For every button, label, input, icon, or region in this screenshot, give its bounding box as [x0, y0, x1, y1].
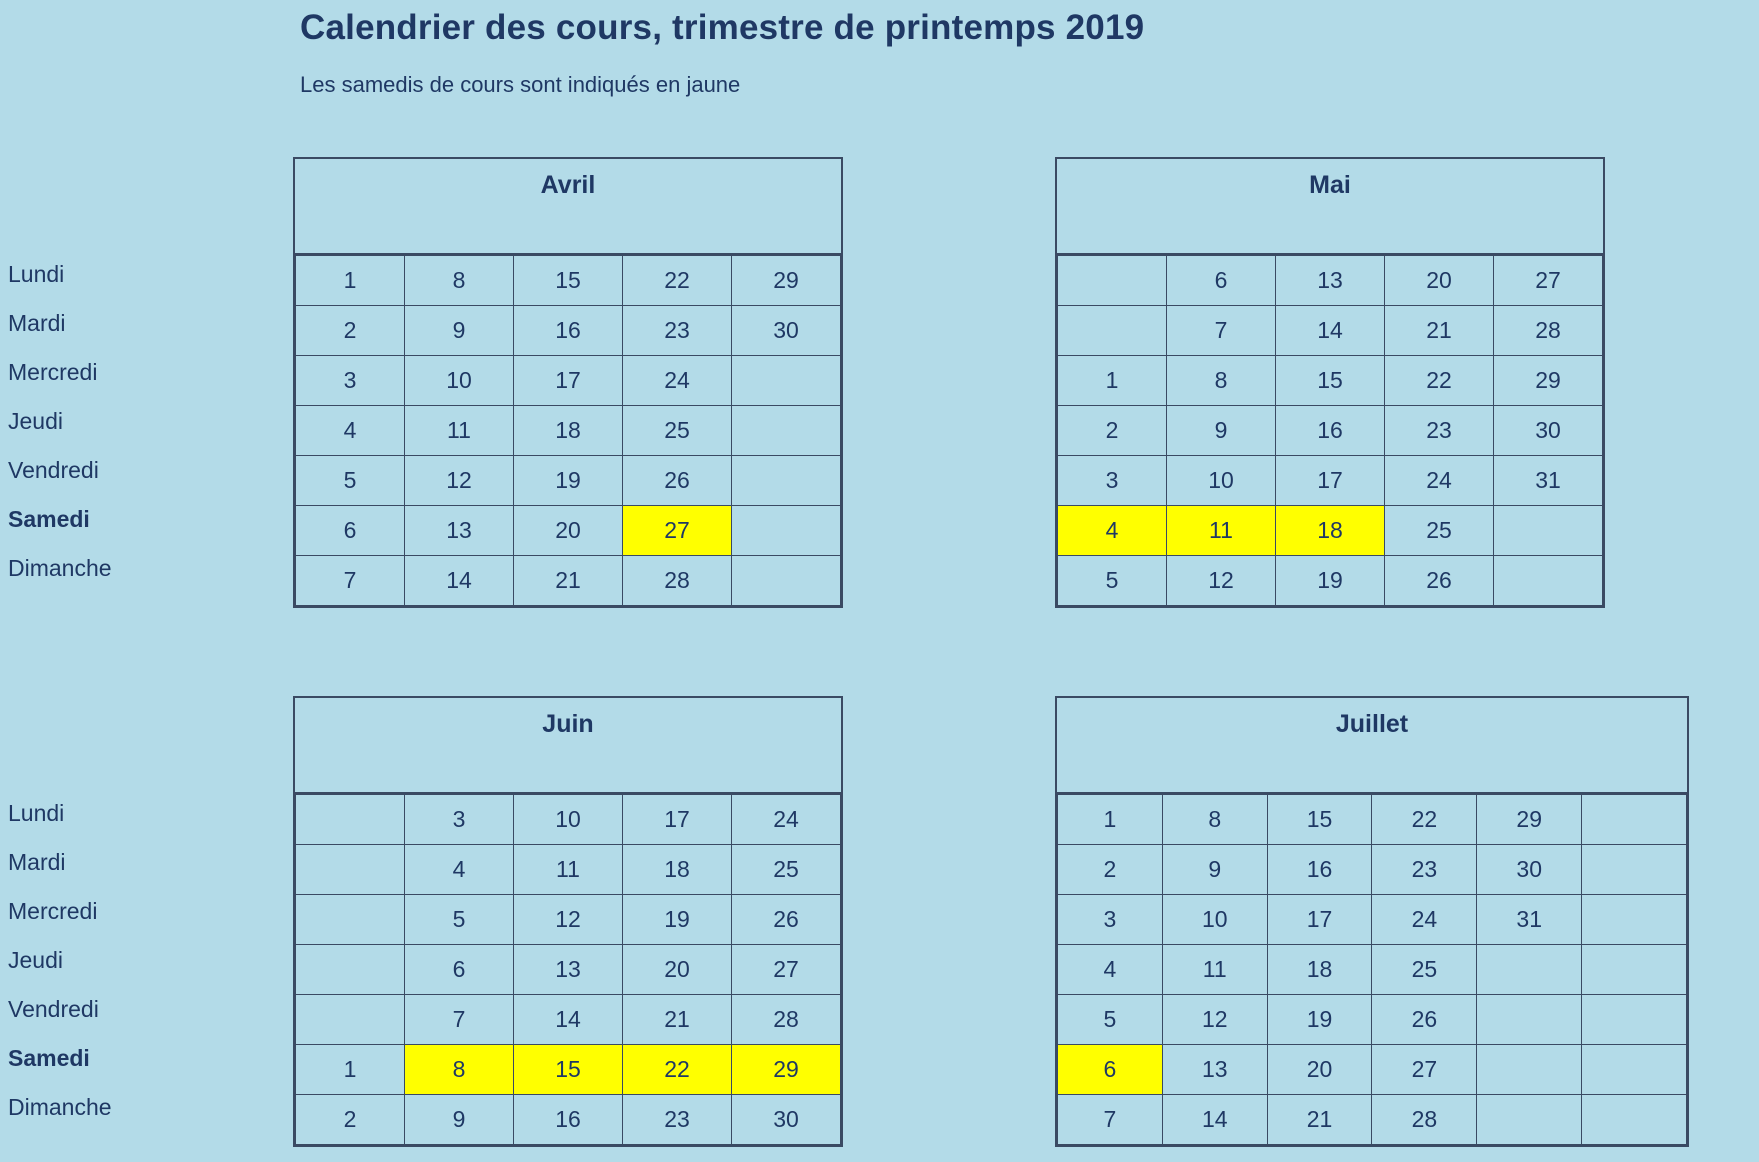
date-cell[interactable]: 30	[1477, 845, 1582, 895]
date-cell[interactable]: 6	[1167, 256, 1276, 306]
date-cell[interactable]: 23	[623, 1095, 732, 1145]
empty-cell	[296, 845, 405, 895]
date-cell[interactable]: 23	[623, 306, 732, 356]
date-cell[interactable]: 3	[1058, 456, 1167, 506]
date-cell[interactable]: 29	[1477, 795, 1582, 845]
date-cell[interactable]: 5	[1058, 995, 1163, 1045]
empty-cell	[296, 945, 405, 995]
date-cell[interactable]: 14	[514, 995, 623, 1045]
date-cell[interactable]: 9	[405, 306, 514, 356]
date-cell[interactable]: 27	[732, 945, 841, 995]
date-cell[interactable]: 29	[732, 256, 841, 306]
empty-cell	[1582, 995, 1687, 1045]
day-label-samedi: Samedi	[8, 1045, 90, 1071]
date-cell[interactable]: 4	[405, 845, 514, 895]
table-row	[1058, 895, 1687, 945]
table-row	[296, 406, 841, 456]
date-cell[interactable]: 13	[514, 945, 623, 995]
date-cell[interactable]: 16	[1267, 845, 1372, 895]
empty-cell	[732, 456, 841, 506]
table-row	[1058, 1045, 1687, 1095]
table-row	[1058, 945, 1687, 995]
date-cell[interactable]: 10	[405, 356, 514, 406]
date-cell[interactable]: 21	[1267, 1095, 1372, 1145]
date-cell[interactable]: 12	[514, 895, 623, 945]
empty-cell	[1058, 256, 1167, 306]
table-row	[1058, 356, 1603, 406]
date-cell[interactable]: 27	[1494, 256, 1603, 306]
table-row	[296, 306, 841, 356]
date-cell[interactable]: 17	[514, 356, 623, 406]
table-row	[1058, 256, 1603, 306]
month-name: Juillet	[1335, 710, 1409, 738]
date-cell[interactable]: 2	[296, 1095, 405, 1145]
month-header	[295, 159, 841, 255]
date-cell[interactable]: 4	[1058, 506, 1167, 556]
table-row	[296, 895, 841, 945]
table-row	[296, 795, 841, 845]
date-cell[interactable]: 10	[514, 795, 623, 845]
month-mai	[1055, 157, 1605, 608]
date-cell[interactable]: 24	[732, 795, 841, 845]
date-cell[interactable]: 13	[1162, 1045, 1267, 1095]
date-cell[interactable]: 15	[514, 256, 623, 306]
day-label-dimanche: Dimanche	[8, 555, 112, 581]
date-cell[interactable]: 15	[1267, 795, 1372, 845]
date-cell[interactable]: 5	[1058, 556, 1167, 606]
date-cell[interactable]: 3	[296, 356, 405, 406]
date-cell[interactable]: 18	[1267, 945, 1372, 995]
date-cell[interactable]: 18	[1276, 506, 1385, 556]
date-cell[interactable]: 29	[732, 1045, 841, 1095]
table-row	[1058, 306, 1603, 356]
date-cell[interactable]: 9	[1162, 845, 1267, 895]
date-cell[interactable]: 4	[1058, 945, 1163, 995]
date-cell[interactable]: 19	[1267, 995, 1372, 1045]
date-cell[interactable]: 16	[1276, 406, 1385, 456]
date-cell[interactable]: 21	[1385, 306, 1494, 356]
day-label-lundi: Lundi	[8, 800, 65, 826]
table-row	[1058, 845, 1687, 895]
date-cell[interactable]: 15	[1276, 356, 1385, 406]
date-cell[interactable]: 7	[1058, 1095, 1163, 1145]
date-cell[interactable]: 25	[732, 845, 841, 895]
date-cell[interactable]: 11	[405, 406, 514, 456]
date-cell[interactable]: 11	[514, 845, 623, 895]
table-row	[1058, 406, 1603, 456]
empty-cell	[732, 356, 841, 406]
date-cell[interactable]: 30	[732, 306, 841, 356]
date-cell[interactable]: 25	[1372, 945, 1477, 995]
date-cell[interactable]: 30	[732, 1095, 841, 1145]
date-cell[interactable]: 21	[623, 995, 732, 1045]
month-name: Mai	[1309, 171, 1351, 199]
date-cell[interactable]: 12	[1162, 995, 1267, 1045]
date-cell[interactable]: 17	[1267, 895, 1372, 945]
date-cell[interactable]: 30	[1494, 406, 1603, 456]
date-cell[interactable]: 1	[296, 256, 405, 306]
empty-cell	[732, 556, 841, 606]
empty-cell	[1582, 895, 1687, 945]
date-cell[interactable]: 20	[1267, 1045, 1372, 1095]
date-cell[interactable]: 24	[1385, 456, 1494, 506]
date-cell[interactable]: 23	[1385, 406, 1494, 456]
table-row	[296, 506, 841, 556]
date-cell[interactable]: 14	[1276, 306, 1385, 356]
date-cell[interactable]: 25	[1385, 506, 1494, 556]
month-name: Juin	[542, 710, 594, 738]
month-juin	[293, 696, 843, 1147]
month-header	[295, 698, 841, 794]
date-cell[interactable]: 20	[623, 945, 732, 995]
date-cell[interactable]: 25	[623, 406, 732, 456]
date-cell[interactable]: 19	[1276, 556, 1385, 606]
empty-cell	[296, 795, 405, 845]
date-cell[interactable]: 26	[732, 895, 841, 945]
date-cell[interactable]: 7	[1167, 306, 1276, 356]
table-row	[296, 995, 841, 1045]
table-row	[1058, 995, 1687, 1045]
empty-cell	[732, 406, 841, 456]
date-cell[interactable]: 8	[1162, 795, 1267, 845]
table-row	[296, 556, 841, 606]
table-row	[296, 1095, 841, 1145]
empty-cell	[1058, 306, 1167, 356]
date-cell[interactable]: 15	[514, 1045, 623, 1095]
date-cell[interactable]: 8	[405, 1045, 514, 1095]
day-label-samedi: Samedi	[8, 506, 90, 532]
date-cell[interactable]: 10	[1162, 895, 1267, 945]
date-cell[interactable]: 11	[1167, 506, 1276, 556]
empty-cell	[296, 995, 405, 1045]
date-cell[interactable]: 23	[1372, 845, 1477, 895]
date-cell[interactable]: 24	[623, 356, 732, 406]
date-cell[interactable]: 28	[732, 995, 841, 1045]
date-cell[interactable]: 22	[623, 256, 732, 306]
date-cell[interactable]: 28	[623, 556, 732, 606]
day-label-lundi: Lundi	[8, 261, 65, 287]
month-juillet	[1055, 696, 1689, 1147]
date-cell[interactable]: 7	[296, 556, 405, 606]
month-grid	[1057, 255, 1603, 606]
day-label-jeudi: Jeudi	[8, 947, 63, 973]
page-subtitle: Les samedis de cours sont indiqués en jaune	[300, 72, 741, 97]
date-cell[interactable]: 10	[1167, 456, 1276, 506]
date-cell[interactable]: 16	[514, 306, 623, 356]
date-cell[interactable]: 12	[405, 456, 514, 506]
date-cell[interactable]: 31	[1494, 456, 1603, 506]
date-cell[interactable]: 5	[405, 895, 514, 945]
day-label-mardi: Mardi	[8, 310, 66, 336]
table-row	[1058, 1095, 1687, 1145]
date-cell[interactable]: 26	[623, 456, 732, 506]
table-row	[296, 845, 841, 895]
date-cell[interactable]: 20	[1385, 256, 1494, 306]
date-cell[interactable]: 2	[1058, 845, 1163, 895]
day-label-mercredi: Mercredi	[8, 898, 98, 924]
date-cell[interactable]: 6	[405, 945, 514, 995]
month-header	[1057, 698, 1687, 794]
table-row	[1058, 506, 1603, 556]
month-name: Avril	[540, 171, 596, 199]
month-grid	[295, 255, 841, 606]
day-label-jeudi: Jeudi	[8, 408, 63, 434]
date-cell[interactable]: 24	[1372, 895, 1477, 945]
table-row	[1058, 795, 1687, 845]
month-avril	[293, 157, 843, 608]
empty-cell	[1477, 945, 1582, 995]
date-cell[interactable]: 28	[1494, 306, 1603, 356]
day-label-vendredi: Vendredi	[8, 457, 99, 483]
date-cell[interactable]: 27	[623, 506, 732, 556]
day-labels-bottom	[8, 789, 278, 1132]
empty-cell	[1494, 506, 1603, 556]
date-cell[interactable]: 2	[1058, 406, 1167, 456]
date-cell[interactable]: 26	[1385, 556, 1494, 606]
date-cell[interactable]: 28	[1372, 1095, 1477, 1145]
date-cell[interactable]: 31	[1477, 895, 1582, 945]
date-cell[interactable]: 5	[296, 456, 405, 506]
month-grid	[1057, 794, 1687, 1145]
date-cell[interactable]: 3	[1058, 895, 1163, 945]
date-cell[interactable]: 6	[296, 506, 405, 556]
month-grid	[295, 794, 841, 1145]
date-cell[interactable]: 7	[405, 995, 514, 1045]
date-cell[interactable]: 12	[1167, 556, 1276, 606]
date-cell[interactable]: 2	[296, 306, 405, 356]
empty-cell	[1477, 995, 1582, 1045]
date-cell[interactable]: 13	[1276, 256, 1385, 306]
date-cell[interactable]: 9	[1167, 406, 1276, 456]
date-cell[interactable]: 1	[1058, 795, 1163, 845]
date-cell[interactable]: 3	[405, 795, 514, 845]
date-cell[interactable]: 17	[1276, 456, 1385, 506]
date-cell[interactable]: 13	[405, 506, 514, 556]
month-header	[1057, 159, 1603, 255]
empty-cell	[1494, 556, 1603, 606]
date-cell[interactable]: 26	[1372, 995, 1477, 1045]
date-cell[interactable]: 17	[623, 795, 732, 845]
table-row	[1058, 556, 1603, 606]
date-cell[interactable]: 20	[514, 506, 623, 556]
table-row	[1058, 456, 1603, 506]
day-label-dimanche: Dimanche	[8, 1094, 112, 1120]
date-cell[interactable]: 1	[296, 1045, 405, 1095]
date-cell[interactable]: 21	[514, 556, 623, 606]
empty-cell	[1477, 1045, 1582, 1095]
empty-cell	[1582, 945, 1687, 995]
date-cell[interactable]: 19	[623, 895, 732, 945]
table-row	[296, 945, 841, 995]
day-label-vendredi: Vendredi	[8, 996, 99, 1022]
table-row	[296, 356, 841, 406]
date-cell[interactable]: 9	[405, 1095, 514, 1145]
empty-cell	[1582, 1045, 1687, 1095]
date-cell[interactable]: 19	[514, 456, 623, 506]
date-cell[interactable]: 8	[405, 256, 514, 306]
date-cell[interactable]: 14	[1162, 1095, 1267, 1145]
date-cell[interactable]: 16	[514, 1095, 623, 1145]
date-cell[interactable]: 8	[1167, 356, 1276, 406]
page-title: Calendrier des cours, trimestre de printemps 2019	[300, 8, 1145, 47]
date-cell[interactable]: 6	[1058, 1045, 1163, 1095]
empty-cell	[1582, 845, 1687, 895]
table-row	[296, 256, 841, 306]
empty-cell	[1582, 1095, 1687, 1145]
day-labels-top	[8, 250, 278, 593]
day-label-mercredi: Mercredi	[8, 359, 98, 385]
table-row	[296, 456, 841, 506]
empty-cell	[296, 895, 405, 945]
date-cell[interactable]: 11	[1162, 945, 1267, 995]
date-cell[interactable]: 22	[1372, 795, 1477, 845]
date-cell[interactable]: 29	[1494, 356, 1603, 406]
empty-cell	[1582, 795, 1687, 845]
date-cell[interactable]: 27	[1372, 1045, 1477, 1095]
table-row	[296, 1045, 841, 1095]
day-label-mardi: Mardi	[8, 849, 66, 875]
empty-cell	[732, 506, 841, 556]
date-cell[interactable]: 1	[1058, 356, 1167, 406]
date-cell[interactable]: 4	[296, 406, 405, 456]
date-cell[interactable]: 18	[623, 845, 732, 895]
date-cell[interactable]: 22	[623, 1045, 732, 1095]
date-cell[interactable]: 18	[514, 406, 623, 456]
date-cell[interactable]: 14	[405, 556, 514, 606]
date-cell[interactable]: 22	[1385, 356, 1494, 406]
empty-cell	[1477, 1095, 1582, 1145]
